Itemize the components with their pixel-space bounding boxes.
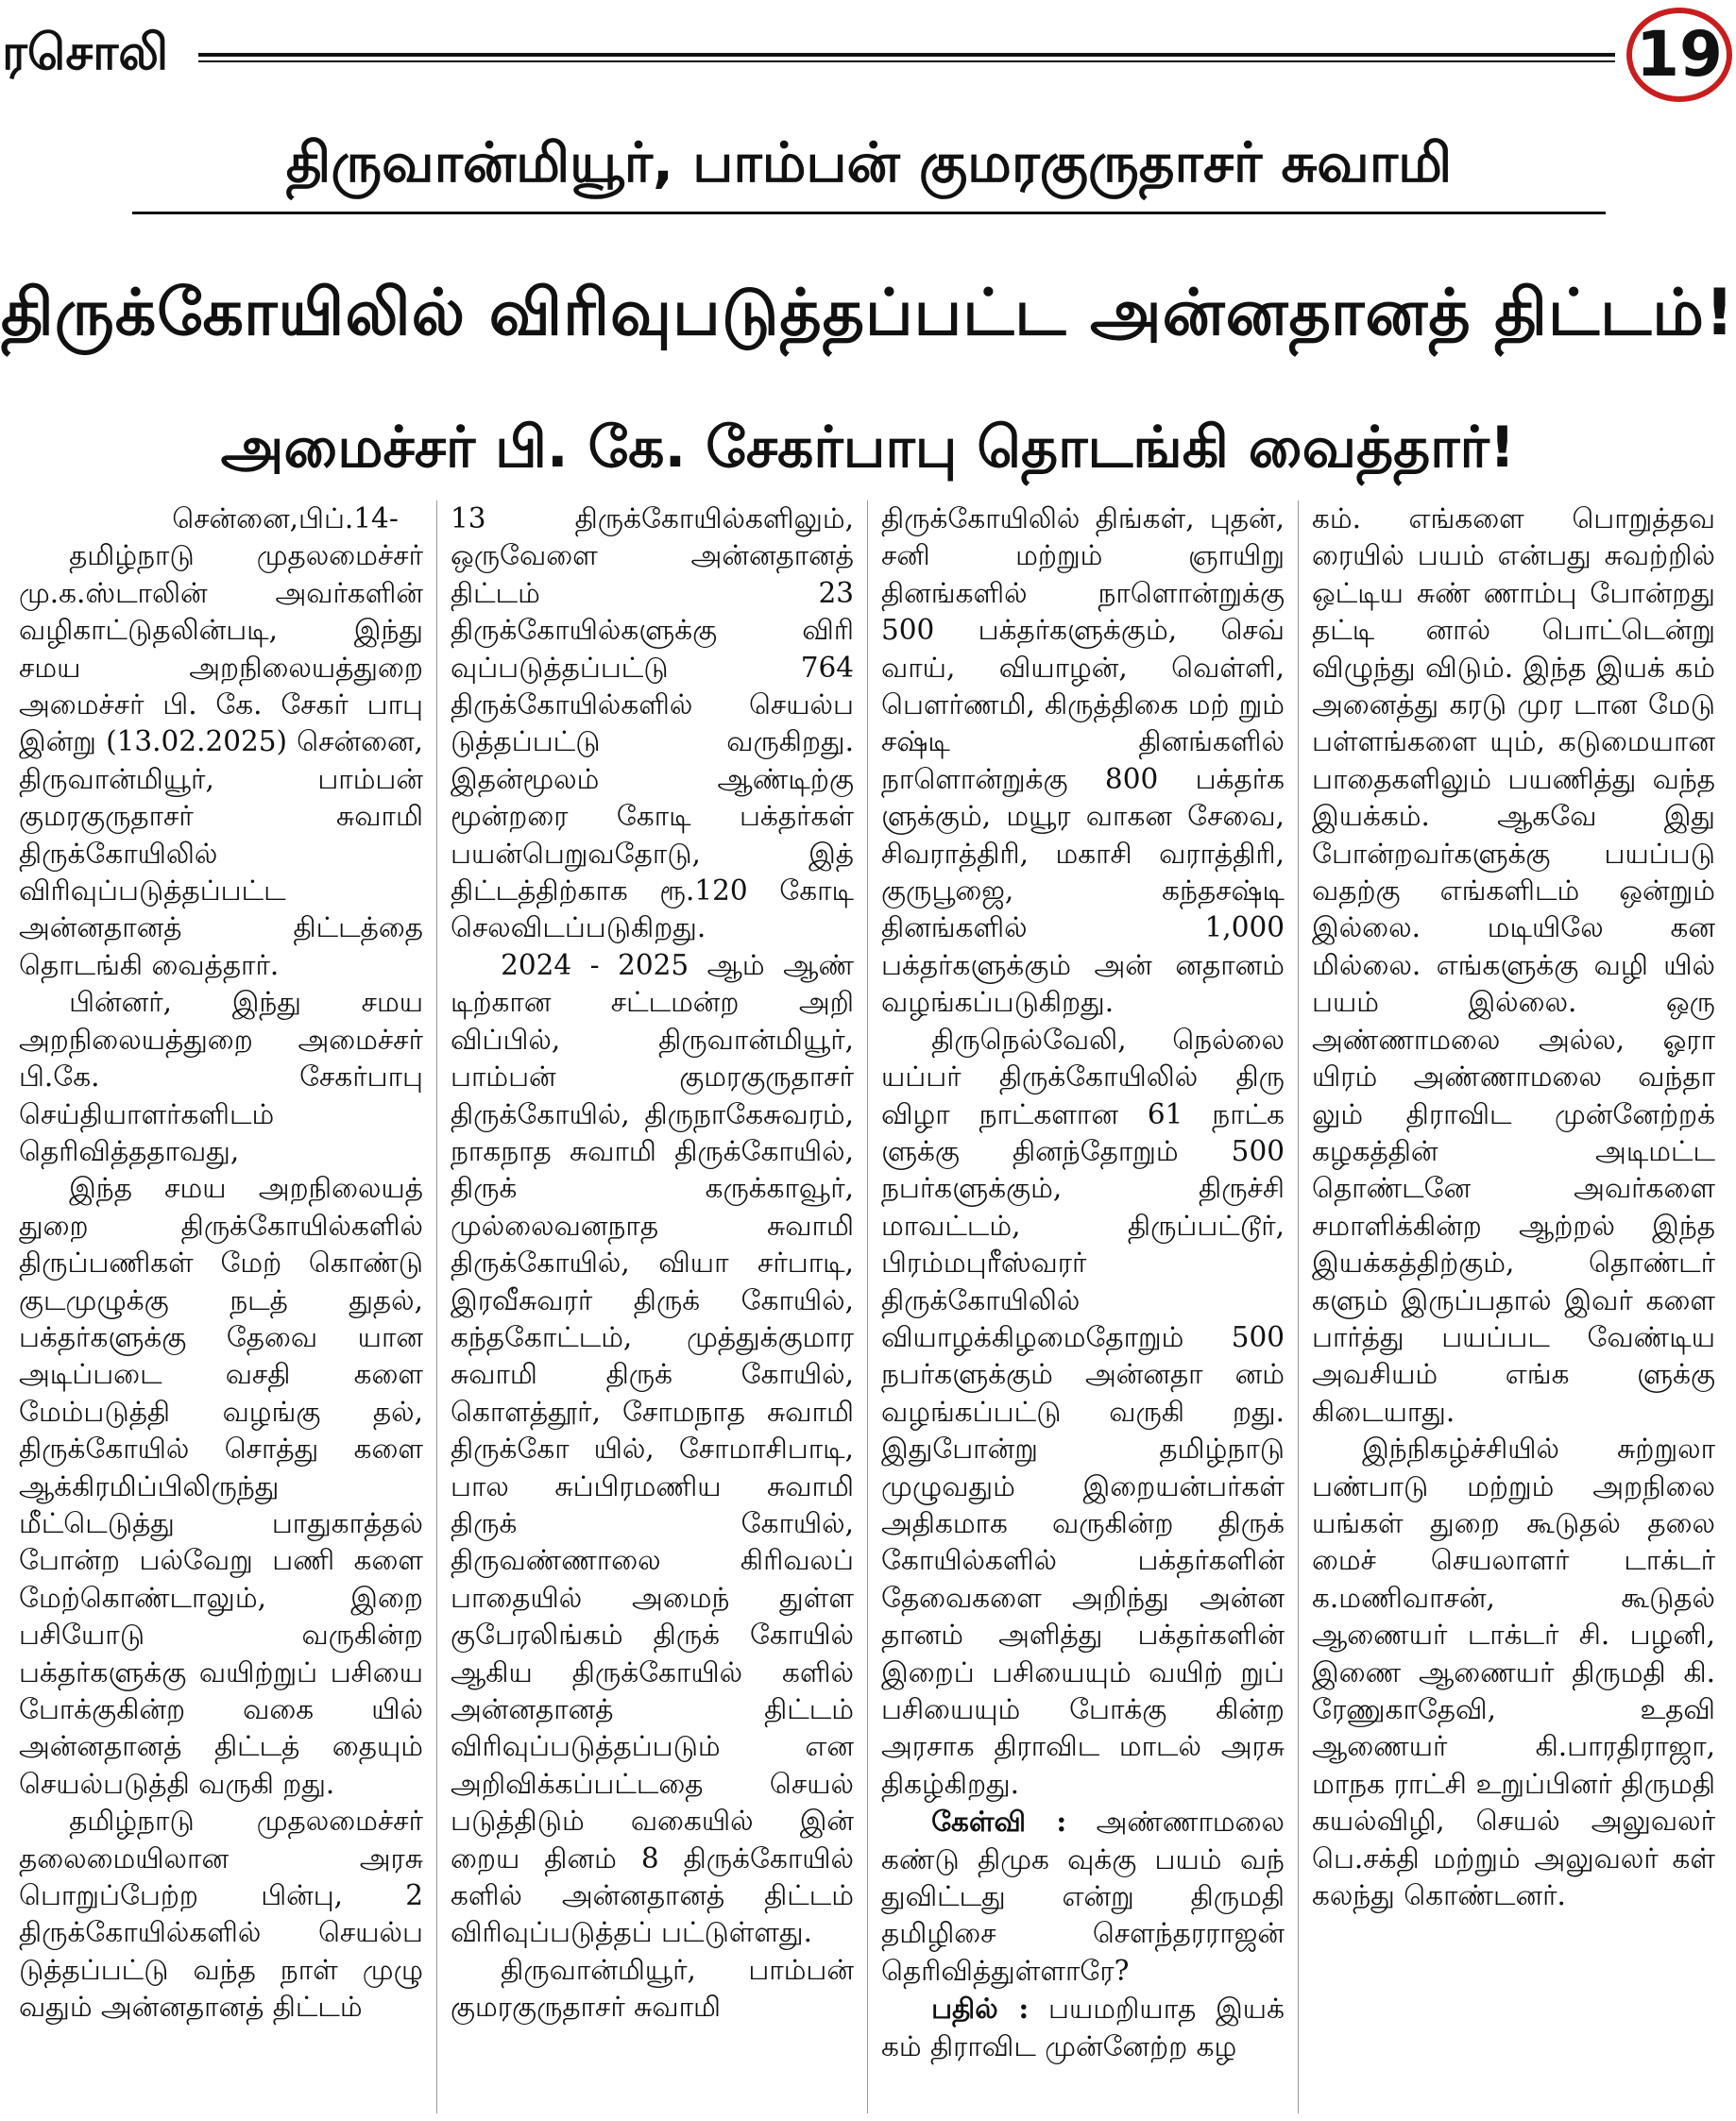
question-paragraph <box>881 1803 1285 1990</box>
article-headline: திருக்கோயிலில் விரிவுபடுத்தப்பட்ட அன்னதானத் திட்டம்! <box>1 276 1735 350</box>
answer-paragraph <box>881 1990 1285 2065</box>
column-4 <box>1298 501 1728 2113</box>
paragraph: தமிழ்நாடு முதலமைச்சர் தலைமையிலான அரசு பொறுப்பேற்ற பின்பு, 2 திருக்கோயில்களில் செயல்ப டுத்தப்பட்டு வந்த நாள் முழு வதும் அன்னதானத் திட்டம் <box>19 1805 423 2024</box>
article-kicker: திருவான்மியூர், பாம்பன் குமரகுருதாசர் சுவாமி <box>132 125 1606 214</box>
paragraph: கம். எங்களை பொறுத்தவ ரையில் பயம் என்பது சுவற்றில் ஒட்டிய சுண் ணாம்பு போன்றது தட்டி னால் பொட்டென்று விழுந்து விடும். இந்த இயக் கம் அனைத்து கரடு முர டான மேடு பள்ளங்களை யும், கடுமையான பாதைகளிலும் பயணித்து வந்த இயக்கம். ஆகவே இது போன்றவர்களுக்கு பயப்படு வதற்கு எங்களிடம் ஒன்றும் இல்லை. மடியிலே கன மில்லை. எங்களுக்கு வழி யில் பயம் இல்லை. ஒரு அண்ணாமலை அல்ல, ஓரா யிரம் அண்ணாமலை வந்தா லும் திராவிட முன்னேற்றக் கழகத்தின் அடிமட்ட தொண்டனே அவர்களை சமாளிக்கின்ற ஆற்றல் இந்த இயக்கத்திற்கும், தொண்டர் களும் இருப்பதால் இவர் களை பார்த்து பயப்பட வேண்டிய அவசியம் எங்க ளுக்கு கிடையாது. <box>1312 502 1715 1428</box>
paragraph: 13 திருக்கோயில்களிலும், ஒருவேளை அன்னதானத் திட்டம் 23 திருக்கோயில்களுக்கு விரி வுப்படுத்தப்பட்டு 764 திருக்கோயில்களில் செயல்ப டுத்தப்பட்டு வருகிறது. இதன்மூலம் ஆண்டிற்கு மூன்றரை கோடி பக்தர்கள் பயன்பெறுவதோடு, இத் திட்டத்திற்காக ரூ.120 கோடி செலவிடப்படுகிறது. <box>451 502 854 944</box>
question-label: கேள்வி : <box>931 1805 1067 1839</box>
question-text: அண்ணாமலை கண்டு திமுக வுக்கு பயம் வந் துவிட்டது என்று திருமதி தமிழிசை சௌந்தரராஜன் தெரிவித்துள்ளாரே? <box>881 1806 1285 1987</box>
column-2 <box>436 501 867 2113</box>
column-1 <box>6 501 436 2113</box>
paragraph: திருநெல்வேலி, நெல்லை யப்பர் திருக்கோயிலில் திரு விழா நாட்களான 61 நாட்க ளுக்கு தினந்தோறும் 500 நபர்களுக்கும், திருச்சி மாவட்டம், திருப்பட்டூர், பிரம்மபுரீஸ்வரர் திருக்கோயிலில் வியாழக்கிழமைதோறும் 500 நபர்களுக்கும் அன்னதா னம் வழங்கப்பட்டு வருகி றது. இதுபோன்று தமிழ்நாடு முழுவதும் இறையன்பர்கள் அதிகமாக வருகின்ற திருக் கோயில்களில் பக்தர்களின் தேவைகளை அறிந்து அன்ன தானம் அளித்து பக்தர்களின் இறைப் பசியையும் வயிற் றுப் பசியையும் போக்கு கின்ற அரசாக திராவிட மாடல் அரசு திகழ்கிறது. <box>881 1023 1285 1800</box>
paragraph: தமிழ்நாடு முதலமைச்சர் மு.க.ஸ்டாலின் அவர்களின் வழிகாட்டுதலின்படி, இந்து சமய அறநிலையத்துறை அமைச்சர் பி. கே. சேகர் பாபு இன்று (13.02.2025) சென்னை, திருவான்மியூர், பாம்பன் குமரகுருதாசர் சுவாமி திருக்கோயிலில் விரிவுப்படுத்தப்பட்ட அன்னதானத் திட்டத்தை தொடங்கி வைத்தார். <box>19 539 423 981</box>
answer-text: பயமறியாத இயக் கம் திராவிட முன்னேற்ற கழ <box>881 1993 1285 2062</box>
page-number-badge <box>1626 8 1732 102</box>
dateline: சென்னை,பிப்.14- <box>172 502 399 534</box>
paragraph: பின்னர், இந்து சமய அறநிலையத்துறை அமைச்சர் பி.கே. சேகர்பாபு செய்தியாளர்களிடம் தெரிவித்ததாவது, <box>19 986 423 1167</box>
article-body <box>6 501 1730 2113</box>
paragraph: இந்த சமய அறநிலையத் துறை திருக்கோயில்களில் திருப்பணிகள் மேற் கொண்டு குடமுழுக்கு நடத் துதல், பக்தர்களுக்கு தேவை யான அடிப்படை வசதி களை மேம்படுத்தி வழங்கு தல், திருக்கோயில் சொத்து களை ஆக்கிரமிப்பிலிருந்து மீட்டெடுத்து பாதுகாத்தல் போன்ற பல்வேறு பணி களை மேற்கொண்டாலும், இறை பசியோடு வருகின்ற பக்தர்களுக்கு வயிற்றுப் பசியை போக்குகின்ற வகை யில் அன்னதானத் திட்டத் தையும் செயல்படுத்தி வருகி றது. <box>19 1172 423 1800</box>
answer-label: பதில் : <box>931 1992 1030 2026</box>
newspaper-name: ரசொலி <box>2 25 169 81</box>
masthead-rule <box>198 53 1615 62</box>
paragraph: இந்நிகழ்ச்சியில் சுற்றுலா பண்பாடு மற்றும் அறநிலை யங்கள் துறை கூடுதல் தலை மைச் செயலாளர் டாக்டர் க.மணிவாசன், கூடுதல் ஆணையர் டாக்டர் சி. பழனி, இணை ஆணையர் திருமதி கி. ரேணுகாதேவி, உதவி ஆணையர் கி.பாரதிராஜா, மாநக ராட்சி உறுப்பினர் திருமதி கயல்விழி, செயல் அலுவலர் பெ.சக்தி மற்றும் அலுவலர் கள் கலந்து கொண்டனர். <box>1312 1433 1715 1912</box>
masthead <box>0 8 1736 111</box>
paragraph: திருக்கோயிலில் திங்கள், புதன், சனி மற்றும் ஞாயிறு தினங்களில் நாளொன்றுக்கு 500 பக்தர்களுக்கும், செவ் வாய், வியாழன், வெள்ளி, பௌர்ணமி, கிருத்திகை மற் றும் சஷ்டி தினங்களில் நாளொன்றுக்கு 800 பக்தர்க ளுக்கும், மயூர வாகன சேவை, சிவராத்திரி, மகாசி வராத்திரி, குருபூஜை, கந்தசஷ்டி தினங்களில் 1,000 பக்தர்களுக்கும் அன் னதானம் வழங்கப்படுகிறது. <box>881 502 1285 1019</box>
paragraph: திருவான்மியூர், பாம்பன் குமரகுருதாசர் சுவாமி <box>451 1953 854 2024</box>
paragraph: 2024 - 2025 ஆம் ஆண் டிற்கான சட்டமன்ற அறி விப்பில், திருவான்மியூர், பாம்பன் குமரகுருதாசர் திருக்கோயில், திருநாகேசுவரம், நாகநாத சுவாமி திருக்கோயில், திருக் கருக்காவூர், முல்லைவனநாத சுவாமி திருக்கோயில், வியா சர்பாடி, இரவீசுவரர் திருக் கோயில், கந்தகோட்டம், முத்துக்குமார சுவாமி திருக் கோயில், கொளத்தூர், சோமநாத சுவாமி திருக்கோ யில், சோமாசிபாடி, பால சுப்பிரமணிய சுவாமி திருக் கோயில், திருவண்ணாலை கிரிவலப் பாதையில் அமைந் துள்ள குபேரலிங்கம் திருக் கோயில் ஆகிய திருக்கோயில் களில் அன்னதானத் திட்டம் விரிவுப்படுத்தப்படும் என அறிவிக்கப்பட்டதை செயல் படுத்திடும் வகையில் இன் றைய தினம் 8 திருக்கோயில் களில் அன்னதானத் திட்டம் விரிவுப்படுத்தப் பட்டுள்ளது. <box>451 948 854 1949</box>
column-3 <box>867 501 1298 2113</box>
article-subhead: அமைச்சர் பி. கே. சேகர்பாபு தொடங்கி வைத்தார்! <box>220 415 1516 481</box>
page-number: 19 <box>1636 18 1723 91</box>
